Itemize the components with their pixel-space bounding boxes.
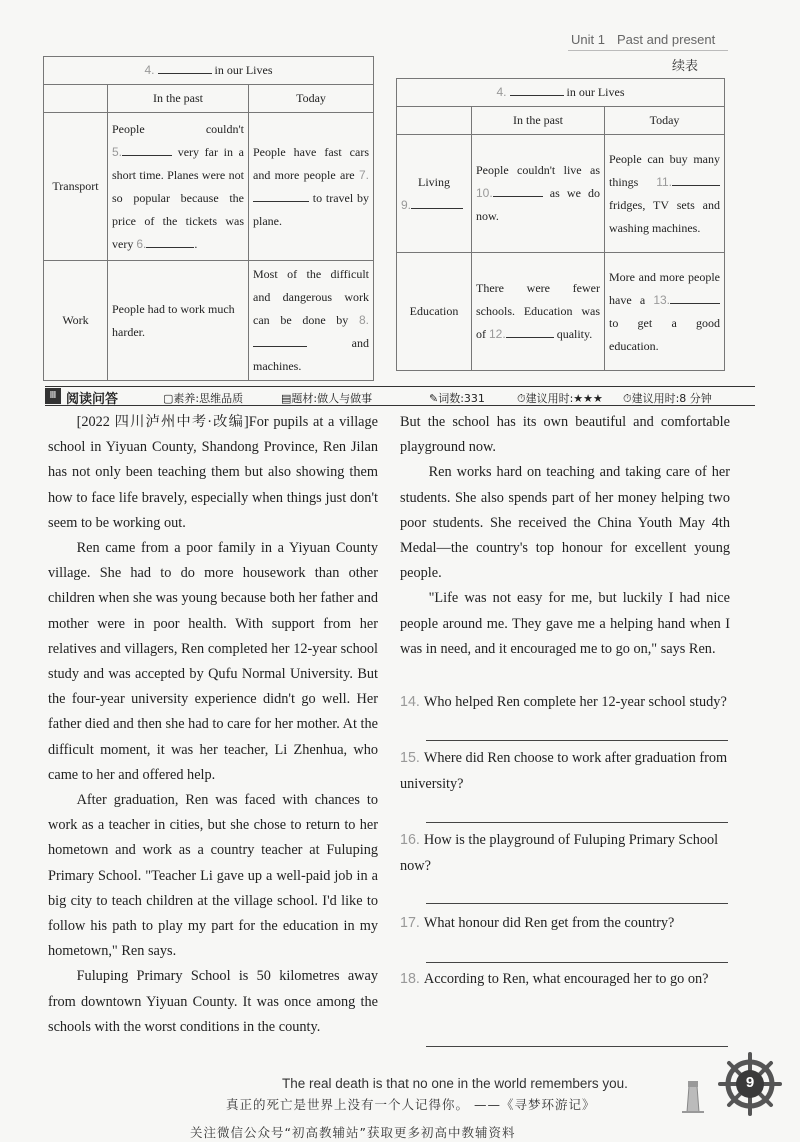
theme-meta: ▤题材:做人与做事 (281, 392, 373, 405)
passage-p4-cont: But the school has its own beautiful and comfortable playground now. (400, 414, 730, 456)
passage-p1: [2022 四川泸州中考·改编]For pupils at a village school in Yiyuan County, Shandong Province, Ren Jilan has not only been teaching them but also showing them how to face life bravely, especially when things just don't seem to be working out. (48, 414, 379, 531)
row-label-education: Education (397, 253, 472, 371)
transport-today-cell: People have fast cars and more people are 7. to travel by plane. (249, 113, 374, 261)
answer-line-17[interactable] (426, 962, 728, 963)
education-past-cell: There were fewer schools. Education was of 12. quality. (472, 253, 605, 371)
work-past-cell: People had to work much harder. (108, 261, 249, 381)
section-bar (45, 386, 755, 406)
header-rule (568, 50, 728, 51)
passage-source: [2022 四川泸州中考·改编] (76, 414, 249, 430)
info-table-1 (43, 56, 374, 381)
blank-9[interactable] (411, 196, 463, 209)
passage-p4: Fuluping Primary School is 50 kilometres away from downtown Yiyuan County. It was once among the schools with the worst conditions in the county. (48, 968, 378, 1035)
work-today-cell: Most of the difficult and dangerous work can be done by 8. and machines. (249, 261, 374, 381)
lighthouse-icon (680, 1078, 706, 1114)
answer-line-16[interactable] (426, 903, 728, 904)
living-past-cell: People couldn't live as 10. as we do now. (472, 135, 605, 253)
question-18: 18. According to Ren, what encouraged her to go on? (400, 971, 709, 987)
section-title: 阅读问答 (66, 392, 119, 407)
education-today-cell: More and more people have a 13. to get a good education. (605, 253, 725, 371)
section-badge: Ⅲ (45, 388, 61, 404)
unit-topic: Past and present (616, 32, 716, 47)
blank-8[interactable] (253, 334, 307, 347)
question-15: 15. Where did Ren choose to work after graduation from university? (400, 750, 728, 792)
table1-col-today: Today (249, 85, 374, 113)
blank-7[interactable] (253, 189, 309, 202)
question-14: 14. Who helped Ren complete her 12-year school study? (400, 694, 727, 710)
page-number: 9 (745, 1074, 755, 1091)
footer-ad: 关注微信公众号“初高教辅站”获取更多初高中教辅资料 (190, 1125, 516, 1140)
passage-right (400, 410, 730, 662)
row-label-transport: Transport (44, 113, 108, 261)
quote-chinese: 真正的死亡是世界上没有一个人记得你。 ——《寻梦环游记》 (226, 1097, 596, 1112)
question-16: 16. How is the playground of Fuluping Primary School now? (400, 832, 719, 874)
info-table-2 (396, 78, 725, 371)
row-label-work: Work (44, 261, 108, 381)
answer-line-18[interactable] (426, 1046, 728, 1047)
answer-line-14[interactable] (426, 740, 728, 741)
table2-col-today: Today (605, 107, 725, 135)
table1-col-past: In the past (108, 85, 249, 113)
quote-english: The real death is that no one in the world remembers you. (282, 1076, 628, 1091)
table2-col-past: In the past (472, 107, 605, 135)
answer-line-15[interactable] (426, 822, 728, 823)
literacy-meta: ▢素养:思维品质 (163, 392, 244, 405)
blank-11[interactable] (672, 173, 720, 186)
table2-title: 4. in our Lives (397, 79, 725, 107)
blank-12[interactable] (506, 325, 554, 338)
blank-5[interactable] (122, 143, 172, 156)
passage-left (48, 410, 378, 1040)
unit-header (571, 32, 727, 47)
difficulty-meta: ⏱建议用时:★★★ (517, 392, 603, 405)
blank-13[interactable] (670, 291, 720, 304)
time-meta: ⏱建议用时:8 分钟 (623, 392, 712, 405)
passage-p5: Ren works hard on teaching and taking care of her students. She also spends part of her money helping two poor students. She received the China Youth May 4th Medal—the country's top honour for excellent young people. (400, 464, 730, 582)
passage-p6: "Life was not easy for me, but luckily I had nice people around me. They gave me a helping hand when I was in need, and it encouraged me to go on," says Ren. (400, 590, 730, 657)
table1-title: 4. in our Lives (44, 57, 374, 85)
blank-6[interactable] (146, 235, 194, 248)
passage-p3: After graduation, Ren was faced with chances to work as a teacher in cities, but she chose to return to her hometown and work as a country teacher at Fuluping Primary School. "Teacher Li gave up a well-paid job in a big city to teach children at the village school. I'd like to follow his path to play my part for the education in my hometown," Ren says. (48, 792, 378, 960)
question-17: 17. What honour did Ren get from the country? (400, 915, 675, 931)
living-today-cell: People can buy many things 11. fridges, TV sets and washing machines. (605, 135, 725, 253)
transport-past-cell: People couldn't 5. very far in a short time. Planes were not so popular because the price of the tickets was very 6. . (108, 113, 249, 261)
blank-10[interactable] (493, 184, 543, 197)
continued-label: 续表 (672, 59, 699, 74)
passage-p2: Ren came from a poor family in a Yiyuan County village. She had to do more housework than other children when she was young because both her father and mother were in poor health. With support from her relatives and villagers, Ren completed her 12-year school study and was accepted by Qufu Normal University. But the four-year university experience didn't go well. Her father died and then she had to care for her mother. At the difficult moment, it was her teacher, Li Zhenhua, who came to her and offered help. (48, 540, 378, 783)
wordcount-meta: ✎词数:331 (429, 392, 485, 405)
unit-label: Unit 1 (571, 32, 605, 47)
row-label-living: Living 9. (397, 135, 472, 253)
